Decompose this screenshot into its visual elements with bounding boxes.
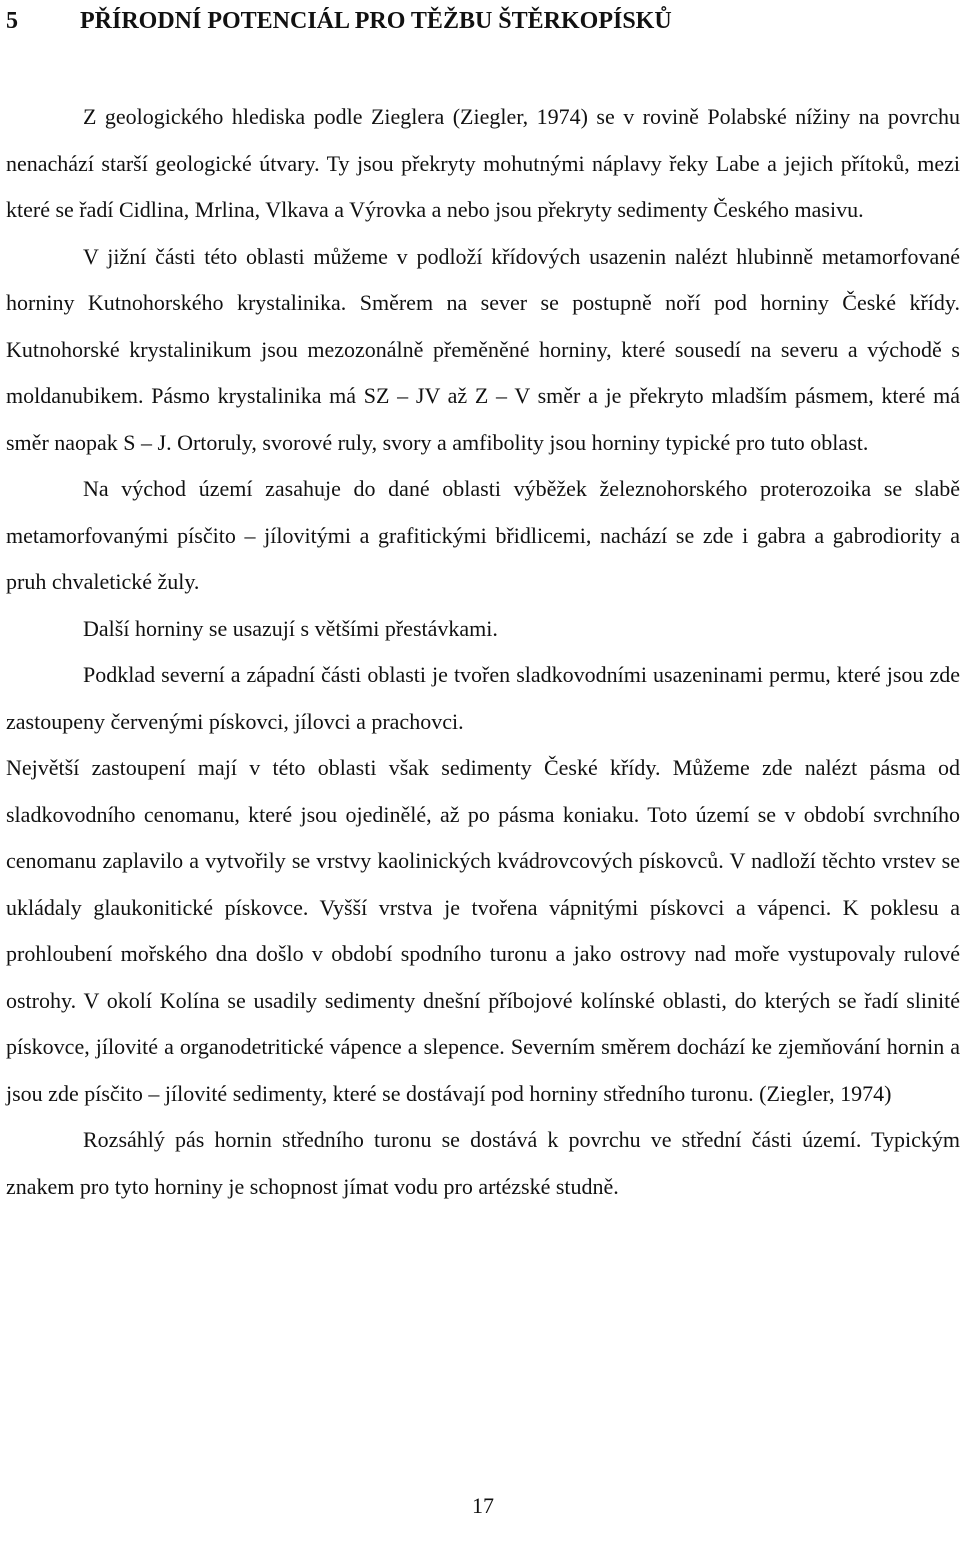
page-number: 17 bbox=[472, 1493, 494, 1518]
paragraph-cretaceous: Největší zastoupení mají v této oblasti však sedimenty České křídy. Můžeme zde nalézt pásma od sladkovodního cenomanu, které jsou ojedinělé, až po pásma koniaku. Toto území se v období svrchního cenomanu zaplavilo a vytvořily se vrstvy kaolinických kvádrovcových pískovců. V nadloží těchto vrstev se ukládaly glaukonitické pískovce. Vyšší vrstva je tvořena vápnitými pískovci a vápenci. K poklesu a prohloubení mořského dna došlo v období spodního turonu a jako ostrovy nad moře vystupovaly rulové ostrohy. V okolí Kolína se usadily sedimenty dnešní příbojové kolínské oblasti, do kterých se řadí slinité pískovce, jílovité a organodetritické vápence a slepence. Severním směrem dochází ke zjemňování hornin a jsou zde písčito – jílovité sedimenty, které se dostávají pod horniny středního turonu. (Ziegler, 1974) bbox=[6, 755, 960, 1106]
paragraph-other-rocks: Další horniny se usazují s většími přestávkami. bbox=[83, 615, 498, 641]
chapter-number: 5 bbox=[6, 8, 18, 34]
paragraph-east: Na východ území zasahuje do dané oblasti výběžek železnohorského proterozoika se slabě metamorfovanými písčito – jílovitými a grafitickými břidlicemi, nachází se zde i gabra a gabrodiority a pruh chvaletické žuly. bbox=[6, 476, 960, 594]
document-page bbox=[6, 0, 960, 1548]
paragraph-basement: Podklad severní a západní části oblasti je tvořen sladkovodními usazeninami permu, které jsou zde zastoupeny červenými pískovci, jílovci a prachovci. bbox=[6, 662, 960, 734]
paragraph-turonian: Rozsáhlý pás hornin středního turonu se dostává k povrchu ve střední části území. Typickým znakem pro tyto horniny je schopnost jímat vodu pro artézské studně. bbox=[6, 1127, 960, 1199]
chapter-heading bbox=[6, 4, 672, 38]
chapter-title: PŘÍRODNÍ POTENCIÁL PRO TĚŽBU ŠTĚRKOPÍSKŮ bbox=[80, 8, 672, 34]
paragraph-south: V jižní části této oblasti můžeme v podloží křídových usazenin nalézt hlubinně metamorfované horniny Kutnohorského krystalinika. Směrem na sever se postupně noří pod horniny České křídy. Kutnohorské krystalinikum jsou mezozonálně přeměněné horniny, které sousedí na severu a východě s moldanubikem. Pásmo krystalinika má SZ – JV až Z – V směr a je překryto mladším pásmem, které má směr naopak S – J. Ortoruly, svorové ruly, svory a amfibolity jsou horniny typické pro tuto oblast. bbox=[6, 243, 960, 455]
chapter-body bbox=[6, 94, 960, 1210]
paragraph-intro: Z geologického hlediska podle Zieglera (Ziegler, 1974) se v rovině Polabské nížiny na povrchu nenachází starší geologické útvary. Ty jsou překryty mohutnými náplavy řeky Labe a jejich přítoků, mezi které se řadí Cidlina, Mrlina, Vlkava a Výrovka a nebo jsou překryty sedimenty Českého masivu. bbox=[6, 104, 960, 222]
